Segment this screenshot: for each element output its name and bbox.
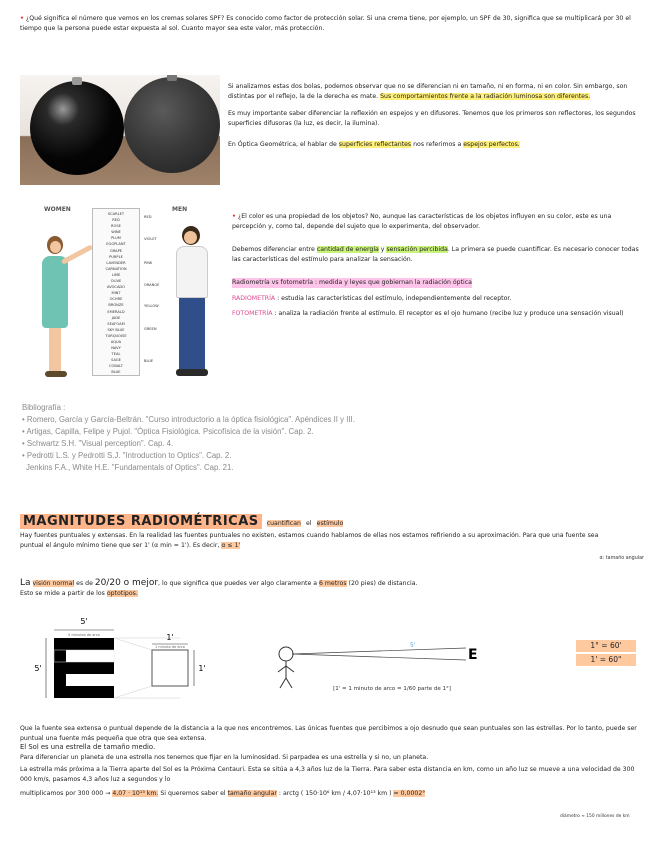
women-color-name: TEAL <box>111 352 121 357</box>
bib-item: • Artigas, Capilla, Felipe y Pujol. "Óptica Fisiológica. Psicofísica de la visión". Cap. 2. <box>22 427 314 436</box>
optotype-diagram <box>20 614 480 714</box>
radiometria-def: RADIOMETRÍA : estudia las características del estímulo, independientemente del receptor. <box>232 294 512 302</box>
final-p1: Que la fuente sea extensa o puntual depende de la distancia a la que nos encontremos. Las únicas fuentes que percibimos a ojo desnudo que sean puntuales son las estrellas. Por lo tanto, puede ser puntual una fuente más pequeña que otra que sea extensa. <box>20 725 637 742</box>
color-chart <box>92 208 140 376</box>
women-color-name: RED <box>112 218 120 223</box>
women-color-name: WINE <box>111 230 121 235</box>
color-question: • ¿El color es una propiedad de los objetos? No, aunque las características de los objetos influyen en su color, este es una percepción y, como tal, depende del sujeto que lo experimenta, del observador. <box>232 213 612 230</box>
men-label: MEN <box>172 206 188 213</box>
magnitudes-title: MAGNITUDES RADIOMÉTRICAS <box>20 514 262 529</box>
spheres-p1-highlight: Sus comportamientos frente a la radiación luminosa son diferentes. <box>380 92 591 100</box>
degree-equivalences <box>576 640 636 666</box>
spheres-p2: Es muy importante saber diferenciar la reflexión en espejos y en difusores. Tenemos que los primeros son reflectores, los segundos superficies difusoras (la luz, es decir, la ilumina). <box>228 110 636 127</box>
women-color-name: LAVENDER <box>106 260 126 265</box>
final-note: diámetro ≈ 150 millones de km <box>560 814 630 819</box>
bib-item: • Schwartz S.H. "Visual perception". Cap. 4. <box>22 439 174 448</box>
women-color-name: GRAPE <box>109 248 123 253</box>
women-color-name: CARNATION <box>105 266 127 271</box>
spheres-text <box>228 82 640 150</box>
final-p3: Para diferenciar un planeta de una estrella nos tenemos que fijar en la luminosidad. Si parpadea es una estrella y si no, un planeta. <box>20 753 429 761</box>
one-minute-box <box>152 650 188 686</box>
man-face <box>184 231 197 244</box>
matte-sphere-cap <box>167 75 177 81</box>
women-color-name: ROSE <box>111 224 121 229</box>
women-color-name: PURPLE <box>109 254 123 259</box>
spheres-photo <box>20 75 220 185</box>
women-color-name: AVOCADO <box>106 285 125 290</box>
man-shoes <box>176 369 208 376</box>
men-color-name: PINK <box>144 261 153 265</box>
women-color-list <box>93 211 139 376</box>
men-color-name: BLUE <box>144 359 154 363</box>
radiometria-title: Radiometría vs fotometría : medida y leyes que gobiernan la radiación óptica <box>232 279 472 286</box>
dim-top-small: 1' <box>166 633 174 642</box>
final-p2: El Sol es una estrella de tamaño medio. <box>20 743 156 751</box>
eye-angle-label: 5' <box>410 642 416 649</box>
intro-bullet: • <box>20 15 24 22</box>
small-e-letter: E <box>468 647 478 663</box>
magnitudes-p2: La visión normal es de 20/20 o mejor, lo que significa que puedes ver algo claramente a 6 metros (20 pies) de distancia. Esto se mide a partir de los optotipos. <box>20 578 418 597</box>
man-shirt <box>176 246 208 298</box>
magnitudes-heading: MAGNITUDES RADIOMÉTRICAS cuantifican el estímulo <box>20 510 640 529</box>
glossy-sphere-cap <box>72 77 82 85</box>
dim-top-big: 5' <box>80 617 88 626</box>
women-color-name: SKY BLUE <box>107 327 125 332</box>
men-color-name: YELLOW <box>144 304 159 308</box>
final-p4: La estrella más próxima a la Tierra aparte del Sol es la Próxima Centauri. Esta se sitúa a 4,3 años luz de la Tierra. Para saber esta distancia en km, como un año luz se mueve a una velocidad de 300 000 km/s, pasamos 4,3 años luz a segundos y lo <box>20 766 635 783</box>
dim-top-small-sub: 1 minuto de arco <box>155 645 185 649</box>
matte-sphere <box>124 77 220 173</box>
women-color-name: SCARLET <box>107 212 125 216</box>
women-label: WOMEN <box>44 206 71 213</box>
woman-legs <box>49 328 61 373</box>
intro-text: ¿Qué significa el número que vemos en los cremas solares SPF? Es conocido como factor de protección solar. Si una crema tiene, por ejemplo, un SPF de 30, significa que se multiplicará por 30 el tiempo que la persona puede estar expuesta al sol. Cuanto mayor sea este valor, más protección. <box>20 15 631 32</box>
women-color-name: EGGPLANT <box>106 242 126 247</box>
women-color-name: AQUA <box>110 339 122 344</box>
final-p5: multiplicamos por 300 000 → 4,07 · 10¹³ km. Si queremos saber el tamaño angular : arctg ( 150·10⁶ km / 4,07·10¹³ km ) = 0,0002° <box>20 790 426 797</box>
woman-figure <box>36 236 76 381</box>
bibliography <box>22 402 622 474</box>
women-color-name: MINT <box>111 291 121 296</box>
dim-right: 1' <box>198 664 206 673</box>
eq-minute-seconds: 1' = 60" <box>576 654 636 666</box>
color-names-figure <box>22 204 222 382</box>
bibliography-title: Bibliografía : <box>22 403 66 412</box>
women-color-name: TURQUOISE <box>105 333 127 338</box>
spheres-p1: Si analizamos estas dos bolas, podemos observar que no se diferencian ni en tamaño, ni en forma, ni en color. Sin embargo, son distintas por el reflejo, la de la derecha es mate. Sus comportamientos frente a la radiación luminosa son diferentes. <box>228 83 628 100</box>
women-color-name: COBALT <box>109 364 123 369</box>
women-color-name: EMERALD <box>107 309 125 314</box>
women-color-name: SAGE <box>111 358 121 363</box>
diagram-caption: [1' = 1 minuto de arco = 1/60 parte de 1°] <box>333 686 451 692</box>
men-color-name: ORANGE <box>144 283 160 287</box>
woman-face <box>50 241 61 253</box>
women-color-name: NAVY <box>111 346 121 351</box>
man-pants <box>179 298 205 370</box>
women-color-name: JADE <box>111 315 121 320</box>
woman-arm <box>61 244 93 264</box>
color-differentiate: Debemos diferenciar entre cantidad de energía y sensación percibida. La primera se puede cuantificar. Es necesario conocer todas las características del estímulo para analizar la sensación. <box>232 246 639 263</box>
color-section <box>232 212 640 319</box>
spheres-p3: En Óptica Geométrica, el hablar de superficies reflectantes nos referimos a espejos perfectos. <box>228 141 520 148</box>
men-color-name: GREEN <box>144 327 157 331</box>
man-figure <box>170 226 214 378</box>
women-color-name: BRONZE <box>108 303 124 308</box>
men-color-name: VIOLET <box>144 237 157 241</box>
women-color-name: PLUM <box>111 236 121 241</box>
women-color-name: OCHRE <box>109 297 123 302</box>
eq-degree-minutes: 1° = 60' <box>576 640 636 652</box>
fotometria-def: FOTOMETRÍA : analiza la radiación frente al estímulo. El receptor es el ojo humano (recibe luz y produce una sensación visual) <box>232 310 624 317</box>
women-color-name: LIME <box>111 272 121 277</box>
woman-shoes <box>45 371 67 377</box>
bib-item: • Romero, García y García-Beltrán. "Curso introductorio a la óptica fisiológica". Apéndices II y III. <box>22 415 355 424</box>
ray-top <box>292 648 466 654</box>
intro-paragraph <box>20 14 638 33</box>
dim-left: 5' <box>34 664 42 673</box>
women-color-name: OLIVE <box>110 279 122 284</box>
final-section <box>20 724 640 799</box>
women-color-name: BLUE <box>111 370 121 375</box>
ray-bottom <box>292 654 466 660</box>
magnitudes-p1: Hay fuentes puntuales y extensas. En la realidad las fuentes puntuales no existen, estamos cuando hablamos de ellas nos estamos refiriendo a su aproximación. Para que una fuente sea puntual el ángulo mínimo tiene que ser 1' (α min = 1'). Es decir, α ≤ 1' <box>20 532 599 549</box>
observer-figure <box>278 647 294 688</box>
bib-item-extra: Jenkins F.A., White H.E. "Fundamentals of Optics". Cap. 21. <box>26 463 234 472</box>
bib-item: • Pedrotti L.S. y Pedrotti S.J. "Introduction to Optics". Cap. 2. <box>22 451 232 460</box>
dim-top-big-sub: 5 minutos de arco <box>68 633 100 637</box>
glossy-sphere <box>30 81 124 175</box>
men-color-list <box>142 208 166 376</box>
optotype-svg <box>20 614 480 714</box>
men-color-name: RED <box>144 215 152 219</box>
woman-dress <box>42 256 68 328</box>
magnitudes-p1-note: α: tamaño angular <box>599 556 644 561</box>
women-color-name: SEAFOAM <box>107 321 125 326</box>
big-e-letter <box>54 638 114 698</box>
